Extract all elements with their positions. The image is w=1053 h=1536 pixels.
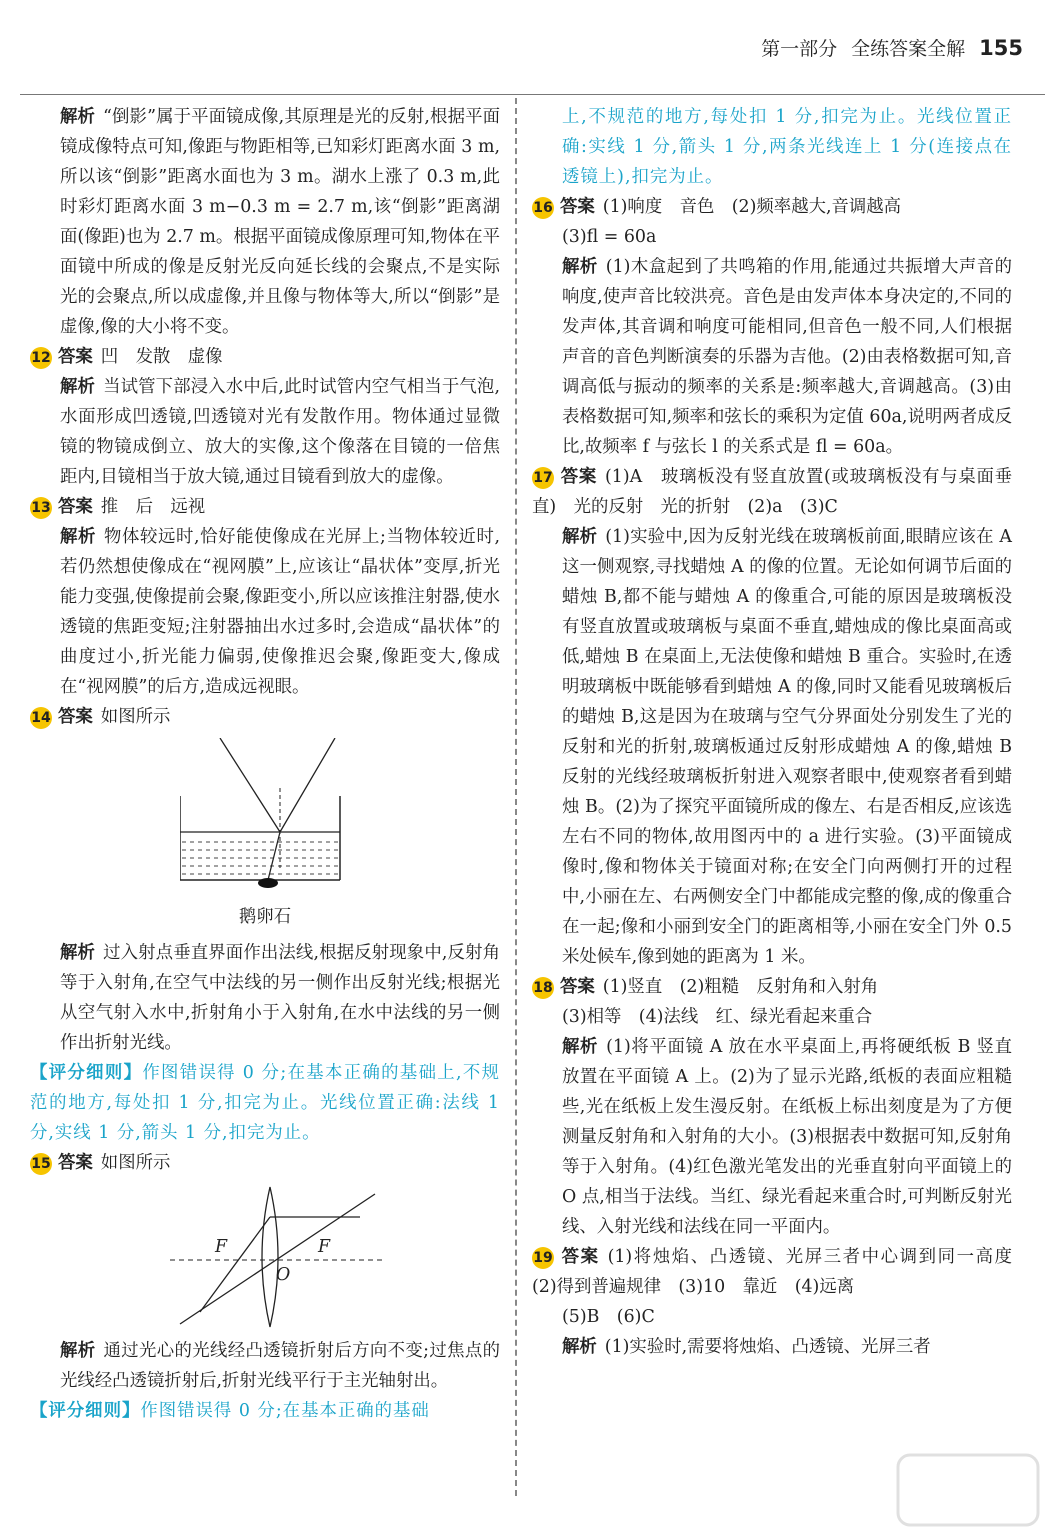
analysis-paragraph	[532, 1332, 1012, 1362]
analysis-text: “倒影”属于平面镜成像,其原理是光的反射,根据平面镜成像特点可知,像距与物距相等,已知彩灯距离水面 3 m,所以该“倒影”距离水面也为 3 m。湖水上涨了 0.3 m,此时彩灯距离水面 3 m−0.3 m = 2.7 m,该“倒影”距离湖面(像距)也为 2.7 m。根据平面镜成像原理可知,物体在平面镜中所成的像是反射光反向延长线的会聚点,不是实际光的会聚点,所以成虚像,并且像与物体等大,所以“倒影”是虚像,像的大小将不变。	[60, 107, 500, 337]
answer-paragraph	[30, 702, 500, 732]
reflection-refraction-diagram	[180, 738, 350, 896]
answer-text: 凹 发散 虚像	[100, 347, 223, 367]
analysis-text: 过入射点垂直界面作出法线,根据反射现象中,反射角等于入射角,在空气中法线的另一侧作出反射光线;根据光从空气射入水中,折射角小于入射角,在水中法线的另一侧作出折射光线。	[60, 943, 500, 1053]
question-number: 15	[30, 1153, 52, 1175]
figure-14-caption: 鹅卵石	[238, 907, 292, 927]
analysis-label: 解析	[562, 527, 598, 547]
analysis-paragraph	[30, 1336, 500, 1396]
header-rule	[20, 94, 1045, 95]
analysis-label: 解析	[60, 943, 96, 963]
book-title: 全练答案全解	[851, 38, 966, 60]
analysis-paragraph	[30, 372, 500, 492]
scoring-rules-continuation: 上,不规范的地方,每处扣 1 分,扣完为止。光线位置正确:实线 1 分,箭头 1 分,两条光线连上 1 分(连接点在透镜上),扣完为止。	[562, 107, 1012, 187]
answer-label: 答案	[58, 707, 93, 727]
analysis-paragraph	[30, 522, 500, 702]
analysis-text: 通过光心的光线经凸透镜折射后方向不变;过焦点的光线经凸透镜折射后,折射光线平行于主光轴射出。	[60, 1341, 500, 1391]
answer-continuation: (3)相等 (4)法线 红、绿光看起来重合	[562, 1007, 873, 1027]
answer-label: 答案	[560, 1247, 600, 1267]
answer-text: 如图所示	[100, 1153, 171, 1173]
focus-label-right: F	[318, 1237, 331, 1257]
analysis-paragraph	[532, 1032, 1012, 1242]
figure-15	[170, 1182, 390, 1332]
analysis-paragraph	[532, 252, 1012, 462]
scoring-rules	[30, 1058, 500, 1148]
analysis-text: (1)实验中,因为反射光线在玻璃板前面,眼睛应该在 A 这一侧观察,寻找蜡烛 A 的像的位置。无论如何调节后面的蜡烛 B,都不能与蜡烛 A 的像重合,可能的原因是玻璃板没有竖直放置或玻璃板与桌面不垂直,蜡烛成的像比桌面高或低,蜡烛 B 在桌面上,无法使像和蜡烛 B 重合。实验时,在透明玻璃板中既能够看到蜡烛 A 的像,同时又能看见玻璃板后的蜡烛 B,这是因为在玻璃与空气分界面处分别发生了光的反射和光的折射,玻璃板通过反射形成蜡烛 A 的像,蜡烛 B 反射的光线经玻璃板折射进入观察者眼中,使观察者看到蜡烛 B。(2)为了探究平面镜所成的像左、右是否相反,应该选左右不同的物体,故用图丙中的 a 进行实验。(3)平面镜成像时,像和物体关于镜面对称;在安全门向两侧打开的过程中,小丽在左、右两侧安全门中都能成完整的像,成的像重合在一起;像和小丽到安全门的距离相等,小丽在安全门外 0.5 米处候车,像到她的距离为 1 米。	[562, 527, 1012, 967]
answer-text: (1)将烛焰、凸透镜、光屏三者中心调到同一高度 (2)得到普遍规律 (3)10 靠近 (4)远离	[532, 1247, 1030, 1297]
answer-paragraph	[532, 972, 1012, 1002]
answer-label: 答案	[560, 977, 595, 997]
analysis-text: 物体较远时,恰好能使像成在光屏上;当物体较近时,若仍然想使像成在“视网膜”上,应该让“晶状体”变厚,折光能力变强,使像提前会聚,像距变小,所以应该推注射器,使水透镜的焦距变短;注射器抽出水过多时,会造成“晶状体”的曲度过小,折光能力偏弱,使像推迟会聚,像距变大,像成在“视网膜”的后方,造成远视眼。	[60, 527, 500, 697]
answer-text: (1)竖直 (2)粗糙 反射角和入射角	[602, 977, 879, 997]
answer-paragraph	[30, 342, 500, 372]
answer-paragraph	[532, 192, 1012, 222]
left-column	[30, 102, 500, 1426]
focus-label-left: F	[215, 1237, 228, 1257]
scoring-rules-text: 作图错误得 0 分;在基本正确的基础	[140, 1401, 430, 1421]
answer-label: 答案	[560, 197, 595, 217]
analysis-text: 当试管下部浸入水中后,此时试管内空气相当于气泡,水面形成凹透镜,凹透镜对光有发散作用。物体通过显微镜的物镜成倒立、放大的实像,这个像落在目镜的一倍焦距内,目镜相当于放大镜,通过目镜看到放大的虚像。	[60, 377, 500, 487]
answer-continuation: (5)B (6)C	[562, 1307, 655, 1327]
analysis-label: 解析	[60, 107, 96, 127]
section-label: 第一部分	[761, 38, 838, 60]
figure-14	[180, 738, 350, 932]
answer-label: 答案	[560, 467, 597, 487]
question-number: 17	[532, 467, 554, 489]
question-number: 18	[532, 977, 554, 999]
analysis-text: (1)将平面镜 A 放在水平桌面上,再将硬纸板 B 竖直放置在平面镜 A 上。(2)为了显示光路,纸板的表面应粗糙些,光在纸板上发生漫反射。在纸板上标出刻度是为了方便测量反射角和入射角的大小。(3)根据表中数据可知,反射角等于入射角。(4)红色激光笔发出的光垂直射向平面镜上的 O 点,相当于法线。当红、绿光看起来重合时,可判断反射光线、入射光线和法线在同一平面内。	[562, 1037, 1012, 1237]
analysis-label: 解析	[60, 1341, 96, 1361]
answer-paragraph	[532, 462, 1012, 522]
answer-paragraph	[30, 1148, 500, 1178]
watermark-logo	[893, 1450, 1043, 1530]
question-number: 12	[30, 347, 52, 369]
answer-text: (1)A 玻璃板没有竖直放置(或玻璃板没有与桌面垂直) 光的反射 光的折射 (2)a (3)C	[532, 467, 1012, 517]
analysis-label: 解析	[562, 1337, 597, 1357]
scoring-rules-tag: 【评分细则】	[30, 1063, 143, 1083]
question-number: 19	[532, 1247, 554, 1269]
answer-label: 答案	[58, 347, 93, 367]
column-divider	[515, 98, 517, 1496]
question-number: 14	[30, 707, 52, 729]
question-number: 13	[30, 497, 52, 519]
scoring-rules-tag: 【评分细则】	[30, 1401, 141, 1421]
answer-text: 推 后 远视	[100, 497, 206, 517]
scoring-rules	[30, 1396, 500, 1426]
answer-paragraph	[30, 492, 500, 522]
analysis-text: (1)实验时,需要将烛焰、凸透镜、光屏三者	[604, 1337, 931, 1357]
analysis-label: 解析	[562, 257, 598, 277]
page-header	[761, 34, 1023, 61]
question-number: 16	[532, 197, 554, 219]
page-number: 155	[979, 35, 1023, 60]
answer-paragraph	[532, 1242, 1030, 1302]
answer-text: (1)响度 音色 (2)频率越大,音调越高	[602, 197, 902, 217]
right-column	[532, 102, 1030, 1362]
answer-label: 答案	[58, 497, 93, 517]
answer-continuation: (3)fl = 60a	[562, 227, 657, 247]
analysis-paragraph	[30, 938, 500, 1058]
convex-lens-diagram	[170, 1182, 390, 1332]
optical-center-label: O	[276, 1265, 291, 1285]
scoring-rules-text: 作图错误得 0 分;在基本正确的基础上,不规范的地方,每处扣 1 分,扣完为止。光线位置正确:法线 1 分,实线 1 分,箭头 1 分,扣完为止。	[30, 1063, 500, 1143]
analysis-label: 解析	[60, 527, 96, 547]
analysis-label: 解析	[562, 1037, 599, 1057]
analysis-paragraph	[532, 522, 1012, 972]
answer-text: 如图所示	[100, 707, 171, 727]
analysis-label: 解析	[60, 377, 96, 397]
analysis-text: (1)木盒起到了共鸣箱的作用,能通过共振增大声音的响度,使声音比较洪亮。音色是由发声体本身决定的,不同的发声体,其音调和响度可能相同,但音色一般不同,人们根据声音的音色判断演奏的乐器为吉他。(2)由表格数据可知,音调高低与振动的频率的关系是:频率越大,音调越高。(3)由表格数据可知,频率和弦长的乘积为定值 60a,说明两者成反比,故频率 f 与弦长 l 的关系式是 fl = 60a。	[562, 257, 1012, 457]
answer-label: 答案	[58, 1153, 93, 1173]
analysis-paragraph	[30, 102, 500, 342]
